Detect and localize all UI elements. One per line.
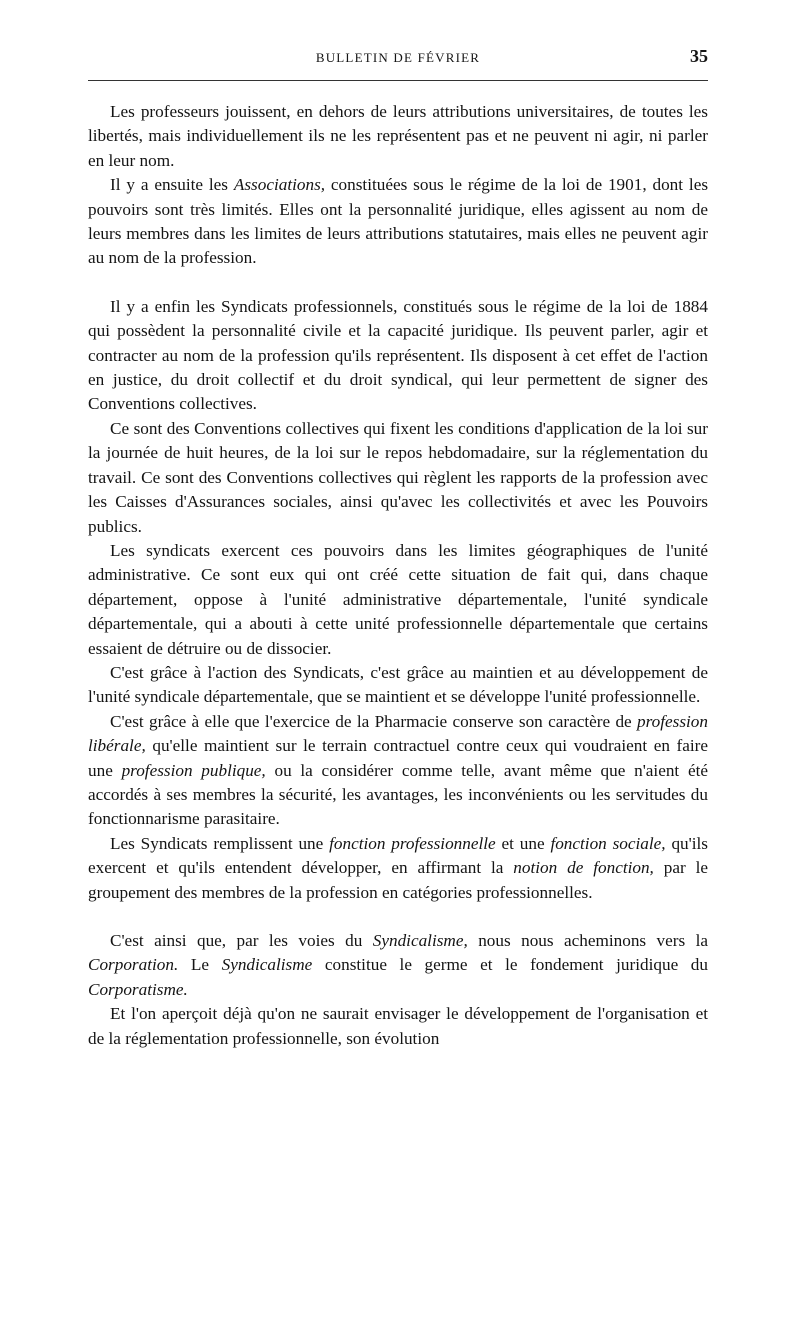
body-text (88, 100, 708, 1051)
paragraph-text: qu'ils exercent et qu'ils entendent développer, en affirmant la (88, 833, 708, 878)
italic-term: Corporatisme. (88, 979, 188, 999)
paragraph-text: constituées sous le régime de la loi de 1901, dont les pouvoirs sont très limités. Elles ont la personnalité juridique, elles agissent au nom de leurs membres dans les limites de leurs attributions statutaires, mais elles ne peuvent agir au nom de la profession. (88, 175, 709, 268)
italic-term: profession publique, (121, 760, 266, 780)
paragraph-text: et une (495, 833, 551, 853)
italic-term: notion de fonction, (513, 858, 654, 878)
italic-term: profession libérale, (88, 711, 708, 756)
paragraph-pouvoirs: Les syndicats exercent ces pouvoirs dans les limites géographiques de l'unité administrative. Ce sont eux qui ont créé cette situation de fait qui, dans chaque département, oppose à l'unité administrative départementale, l'unité syndicale départementale, qui a abouti à cette unité professionnelle départementale que certains essaient de détruire ou de dissocier. (88, 540, 708, 658)
paragraph-text: C'est grâce à elle que l'exercice de la Pharmacie conserve son caractère de (110, 711, 638, 731)
paragraph-text: qu'elle maintient sur le terrain contractuel contre ceux qui voudraient en faire une (88, 736, 708, 780)
paragraph-conventions: Ce sont des Conventions collectives qui fixent les conditions d'application de la loi sur la journée de huit heures, de la loi sur le repos hebdomadaire, sur la réglementation du travail. Ce sont des Conventions collectives qui règlent les rapports de la profession avec les Caisses d'Assurances sociales, ainsi qu'avec les collectivités et avec les Pouvoirs publics. (88, 418, 708, 536)
italic-term: Corporation. (88, 955, 179, 975)
paragraph-text: ou la considérer comme telle, avant même que n'aient été accordés à ses membres la sécurité, les avantages, les inconvénients ou les servitudes du fonctionnarisme parasitaire. (88, 760, 708, 829)
paragraph-text: Les Syndicats remplissent une (110, 833, 330, 853)
paragraph-syndicalisme (88, 929, 708, 1002)
paragraph-fonctions (88, 832, 708, 905)
italic-term: fonction sociale, (550, 833, 666, 853)
paragraph-text: C'est ainsi que, par les voies du (110, 931, 373, 950)
page-header (88, 48, 708, 74)
italic-term: Associations, (233, 175, 326, 195)
paragraph-text: Le (178, 955, 222, 975)
paragraph-text: nous nous acheminons vers la (467, 931, 708, 950)
italic-term: Syndicalisme, (372, 931, 468, 950)
paragraph-text: par le groupement des membres de la profession en catégories professionnelles. (88, 858, 708, 902)
paragraph-evolution: Et l'on aperçoit déjà qu'on ne saurait envisager le développement de l'organisation et de la réglementation professionnelle, son évolution (88, 1004, 708, 1048)
paragraph-text: constitue le germe et le fondement juridique du (312, 955, 708, 975)
paragraph-action-syndicats: C'est grâce à l'action des Syndicats, c'est grâce au maintien et au développement de l'unité syndicale départementale, que se maintient et se développe l'unité professionnelle. (88, 662, 708, 707)
paragraph-associations (88, 173, 708, 271)
paragraph-pharmacie (88, 710, 708, 832)
italic-term: fonction professionnelle (329, 833, 496, 853)
paragraph-text: Il y a ensuite les (110, 175, 234, 195)
paragraph-professeurs: Les professeurs jouissent, en dehors de leurs attributions universitaires, de toutes les libertés, mais individuellement ils ne les représentent pas et ne peuvent ni agir, ni parler en leur nom. (88, 102, 708, 170)
running-title: BULLETIN DE FÉVRIER (315, 50, 481, 65)
italic-term: Syndicalisme (221, 955, 313, 975)
header-rule (88, 80, 708, 81)
page-number: 35 (690, 46, 708, 66)
paragraph-syndicats: Il y a enfin les Syndicats professionnels, constitués sous le régime de la loi de 1884 qui possèdent la personnalité civile et la capacité juridique. Ils peuvent parler, agir et contracter au nom de la profession qu'ils représentent. Ils disposent à cet effet de l'action en justice, du droit collectif et du droit syndical, qui leur permettent de signer des Conventions collectives. (88, 296, 708, 414)
